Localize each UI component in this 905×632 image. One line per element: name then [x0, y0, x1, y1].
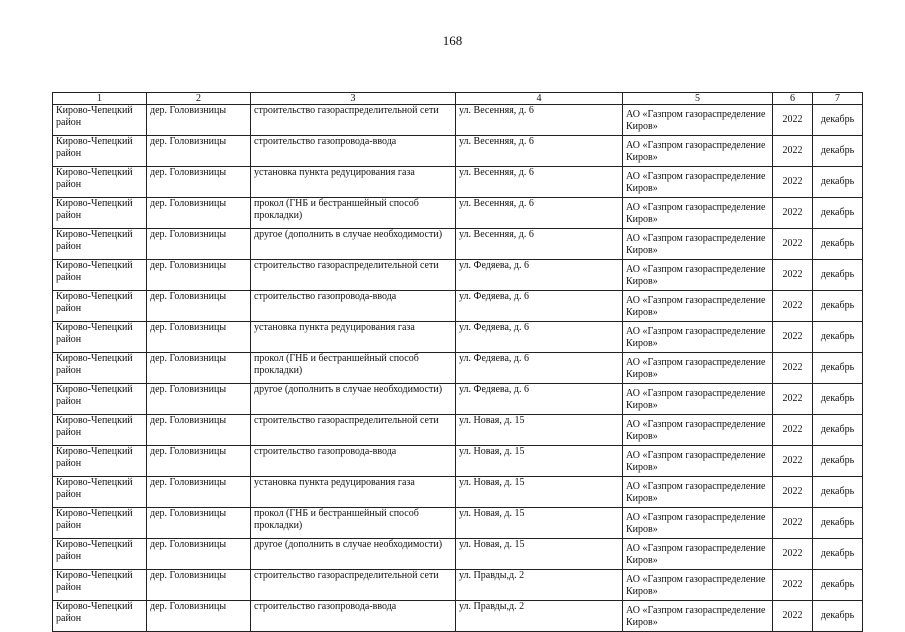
address-cell: ул. Весенняя, д. 6 — [456, 105, 623, 136]
table-row — [53, 198, 863, 229]
organization-cell: АО «Газпром газораспределение Киров» — [623, 198, 773, 229]
address-cell: ул. Весенняя, д. 6 — [456, 167, 623, 198]
month-cell: декабрь — [813, 539, 863, 570]
address-cell: ул. Федяева, д. 6 — [456, 384, 623, 415]
address-cell: ул. Весенняя, д. 6 — [456, 198, 623, 229]
settlement-cell: дер. Головизницы — [147, 384, 251, 415]
page-number: 168 — [442, 33, 463, 48]
work-type-cell: строительство газораспределительной сети — [251, 570, 456, 601]
settlement-cell: дер. Головизницы — [147, 291, 251, 322]
year-cell: 2022 — [773, 477, 813, 508]
table-row — [53, 167, 863, 198]
year-cell: 2022 — [773, 508, 813, 539]
organization-cell: АО «Газпром газораспределение Киров» — [623, 229, 773, 260]
work-type-cell: строительство газопровода-ввода — [251, 136, 456, 167]
organization-cell: АО «Газпром газораспределение Киров» — [623, 477, 773, 508]
year-cell: 2022 — [773, 353, 813, 384]
work-type-cell: другое (дополнить в случае необходимости) — [251, 229, 456, 260]
table-row — [53, 446, 863, 477]
year-cell: 2022 — [773, 384, 813, 415]
organization-cell: АО «Газпром газораспределение Киров» — [623, 291, 773, 322]
month-cell: декабрь — [813, 105, 863, 136]
settlement-cell: дер. Головизницы — [147, 446, 251, 477]
work-type-cell: строительство газопровода-ввода — [251, 291, 456, 322]
district-cell: Кирово-Чепецкий район — [53, 477, 147, 508]
settlement-cell: дер. Головизницы — [147, 260, 251, 291]
address-cell: ул. Новая, д. 15 — [456, 539, 623, 570]
table-row — [53, 477, 863, 508]
settlement-cell: дер. Головизницы — [147, 415, 251, 446]
month-cell: декабрь — [813, 229, 863, 260]
table-row — [53, 260, 863, 291]
column-header: 3 — [251, 93, 456, 105]
address-cell: ул. Федяева, д. 6 — [456, 353, 623, 384]
month-cell: декабрь — [813, 322, 863, 353]
settlement-cell: дер. Головизницы — [147, 508, 251, 539]
table-row — [53, 384, 863, 415]
address-cell: ул. Новая, д. 15 — [456, 446, 623, 477]
organization-cell: АО «Газпром газораспределение Киров» — [623, 539, 773, 570]
settlement-cell: дер. Головизницы — [147, 601, 251, 632]
work-type-cell: другое (дополнить в случае необходимости) — [251, 539, 456, 570]
work-type-cell: строительство газораспределительной сети — [251, 415, 456, 446]
district-cell: Кирово-Чепецкий район — [53, 570, 147, 601]
address-cell: ул. Весенняя, д. 6 — [456, 136, 623, 167]
address-cell: ул. Правды,д. 2 — [456, 570, 623, 601]
table-row — [53, 539, 863, 570]
district-cell: Кирово-Чепецкий район — [53, 260, 147, 291]
work-type-cell: установка пункта редуцирования газа — [251, 477, 456, 508]
work-type-cell: установка пункта редуцирования газа — [251, 167, 456, 198]
column-header: 5 — [623, 93, 773, 105]
organization-cell: АО «Газпром газораспределение Киров» — [623, 260, 773, 291]
year-cell: 2022 — [773, 198, 813, 229]
address-cell: ул. Новая, д. 15 — [456, 477, 623, 508]
table-row — [53, 291, 863, 322]
month-cell: декабрь — [813, 167, 863, 198]
work-type-cell: установка пункта редуцирования газа — [251, 322, 456, 353]
column-header: 7 — [813, 93, 863, 105]
organization-cell: АО «Газпром газораспределение Киров» — [623, 446, 773, 477]
district-cell: Кирово-Чепецкий район — [53, 446, 147, 477]
work-type-cell: прокол (ГНБ и бестраншейный способ прокладки) — [251, 353, 456, 384]
table-row — [53, 508, 863, 539]
month-cell: декабрь — [813, 198, 863, 229]
table-row — [53, 353, 863, 384]
month-cell: декабрь — [813, 477, 863, 508]
address-cell: ул. Новая, д. 15 — [456, 508, 623, 539]
year-cell: 2022 — [773, 539, 813, 570]
district-cell: Кирово-Чепецкий район — [53, 415, 147, 446]
settlement-cell: дер. Головизницы — [147, 136, 251, 167]
month-cell: декабрь — [813, 260, 863, 291]
work-type-cell: прокол (ГНБ и бестраншейный способ прокладки) — [251, 508, 456, 539]
settlement-cell: дер. Головизницы — [147, 229, 251, 260]
work-type-cell: прокол (ГНБ и бестраншейный способ прокладки) — [251, 198, 456, 229]
table-row — [53, 570, 863, 601]
year-cell: 2022 — [773, 322, 813, 353]
address-cell: ул. Федяева, д. 6 — [456, 291, 623, 322]
month-cell: декабрь — [813, 446, 863, 477]
settlement-cell: дер. Головизницы — [147, 322, 251, 353]
district-cell: Кирово-Чепецкий район — [53, 198, 147, 229]
work-type-cell: строительство газопровода-ввода — [251, 446, 456, 477]
district-cell: Кирово-Чепецкий район — [53, 601, 147, 632]
table-row — [53, 105, 863, 136]
year-cell: 2022 — [773, 105, 813, 136]
district-cell: Кирово-Чепецкий район — [53, 136, 147, 167]
table-row — [53, 415, 863, 446]
district-cell: Кирово-Чепецкий район — [53, 322, 147, 353]
settlement-cell: дер. Головизницы — [147, 570, 251, 601]
address-cell: ул. Правды,д. 2 — [456, 601, 623, 632]
work-type-cell: строительство газораспределительной сети — [251, 105, 456, 136]
organization-cell: АО «Газпром газораспределение Киров» — [623, 105, 773, 136]
work-type-cell: строительство газораспределительной сети — [251, 260, 456, 291]
month-cell: декабрь — [813, 570, 863, 601]
district-cell: Кирово-Чепецкий район — [53, 167, 147, 198]
column-header: 6 — [773, 93, 813, 105]
year-cell: 2022 — [773, 167, 813, 198]
settlement-cell: дер. Головизницы — [147, 167, 251, 198]
year-cell: 2022 — [773, 260, 813, 291]
district-cell: Кирово-Чепецкий район — [53, 353, 147, 384]
year-cell: 2022 — [773, 136, 813, 167]
organization-cell: АО «Газпром газораспределение Киров» — [623, 136, 773, 167]
month-cell: декабрь — [813, 291, 863, 322]
organization-cell: АО «Газпром газораспределение Киров» — [623, 384, 773, 415]
settlement-cell: дер. Головизницы — [147, 198, 251, 229]
organization-cell: АО «Газпром газораспределение Киров» — [623, 601, 773, 632]
year-cell: 2022 — [773, 601, 813, 632]
year-cell: 2022 — [773, 229, 813, 260]
table-row — [53, 322, 863, 353]
header-row — [53, 93, 863, 105]
district-cell: Кирово-Чепецкий район — [53, 291, 147, 322]
address-cell: ул. Новая, д. 15 — [456, 415, 623, 446]
table-body — [53, 105, 863, 632]
settlement-cell: дер. Головизницы — [147, 105, 251, 136]
column-header: 2 — [147, 93, 251, 105]
column-header: 4 — [456, 93, 623, 105]
work-type-cell: строительство газопровода-ввода — [251, 601, 456, 632]
district-cell: Кирово-Чепецкий район — [53, 105, 147, 136]
settlement-cell: дер. Головизницы — [147, 477, 251, 508]
year-cell: 2022 — [773, 291, 813, 322]
district-cell: Кирово-Чепецкий район — [53, 229, 147, 260]
month-cell: декабрь — [813, 601, 863, 632]
table-row — [53, 229, 863, 260]
organization-cell: АО «Газпром газораспределение Киров» — [623, 508, 773, 539]
month-cell: декабрь — [813, 415, 863, 446]
gasification-table — [52, 92, 863, 632]
month-cell: декабрь — [813, 508, 863, 539]
district-cell: Кирово-Чепецкий район — [53, 384, 147, 415]
table-row — [53, 601, 863, 632]
address-cell: ул. Весенняя, д. 6 — [456, 229, 623, 260]
year-cell: 2022 — [773, 570, 813, 601]
district-cell: Кирово-Чепецкий район — [53, 508, 147, 539]
year-cell: 2022 — [773, 446, 813, 477]
month-cell: декабрь — [813, 136, 863, 167]
organization-cell: АО «Газпром газораспределение Киров» — [623, 167, 773, 198]
settlement-cell: дер. Головизницы — [147, 353, 251, 384]
organization-cell: АО «Газпром газораспределение Киров» — [623, 415, 773, 446]
settlement-cell: дер. Головизницы — [147, 539, 251, 570]
month-cell: декабрь — [813, 384, 863, 415]
address-cell: ул. Федяева, д. 6 — [456, 322, 623, 353]
column-header: 1 — [53, 93, 147, 105]
organization-cell: АО «Газпром газораспределение Киров» — [623, 570, 773, 601]
district-cell: Кирово-Чепецкий район — [53, 539, 147, 570]
year-cell: 2022 — [773, 415, 813, 446]
address-cell: ул. Федяева, д. 6 — [456, 260, 623, 291]
organization-cell: АО «Газпром газораспределение Киров» — [623, 322, 773, 353]
month-cell: декабрь — [813, 353, 863, 384]
organization-cell: АО «Газпром газораспределение Киров» — [623, 353, 773, 384]
table-row — [53, 136, 863, 167]
work-type-cell: другое (дополнить в случае необходимости) — [251, 384, 456, 415]
